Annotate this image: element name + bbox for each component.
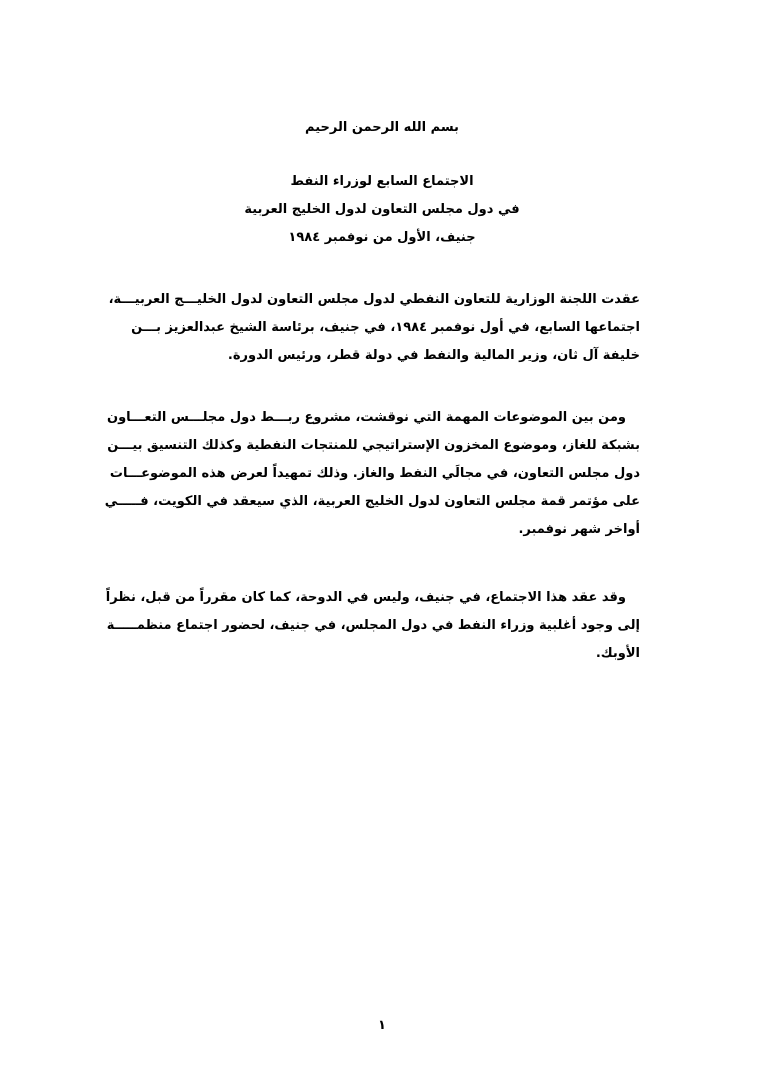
basmala: بسم الله الرحمن الرحيم xyxy=(305,120,459,135)
title-line: جنيف، الأول من نوفمبر ١٩٨٤ xyxy=(288,230,476,245)
paragraph-line: اجتماعها السابع، في أول نوفمبر ١٩٨٤، في جنيف، برئاسة الشيخ عبدالعزيز بـــن xyxy=(131,320,640,335)
paragraph-2 xyxy=(104,404,640,544)
paragraph-line: دول مجلس التعاون، في مجالَي النفط والغاز. وذلك تمهيداً لعرض هذه الموضوعـــات xyxy=(109,466,640,481)
paragraph-line: أواخر شهر نوفمبر. xyxy=(518,522,640,537)
page-number: ١ xyxy=(378,1018,386,1033)
paragraph-line: ومن بين الموضوعات المهمة التي نوقشت، مشروع ربـــط دول مجلـــس التعـــاون xyxy=(107,410,626,425)
paragraph-line: عقدت اللجنة الوزارية للتعاون النفطي لدول مجلس التعاون لدول الخليـــج العربيـــة، xyxy=(108,292,640,307)
paragraph-1 xyxy=(108,286,640,370)
paragraph-line: على مؤتمر قمة مجلس التعاون لدول الخليج العربية، الذي سيعقد في الكويت، فـــــي xyxy=(104,494,640,509)
paragraph-line: وقد عقد هذا الاجتماع، في جنيف، وليس في الدوحة، كما كان مقرراً من قبل، نظراً xyxy=(105,590,626,605)
paragraph-3 xyxy=(105,584,640,668)
paragraph-line: خليفة آل ثان، وزير المالية والنفط في دولة قطر، ورئيس الدورة. xyxy=(227,348,640,363)
title-line: في دول مجلس التعاون لدول الخليج العربية xyxy=(244,202,520,217)
paragraph-line: الأوبك. xyxy=(595,646,640,661)
paragraph-line: إلى وجود أغلبية وزراء النفط في دول المجلس، في جنيف، لحضور اجتماع منظمـــــة xyxy=(106,618,640,633)
paragraph-line: بشبكة للغاز، وموضوع المخزون الإستراتيجي للمنتجات النفطية وكذلك التنسيق بيـــن xyxy=(107,438,640,453)
document-title xyxy=(0,168,764,252)
title-line: الاجتماع السابع لوزراء النفط xyxy=(290,174,474,189)
